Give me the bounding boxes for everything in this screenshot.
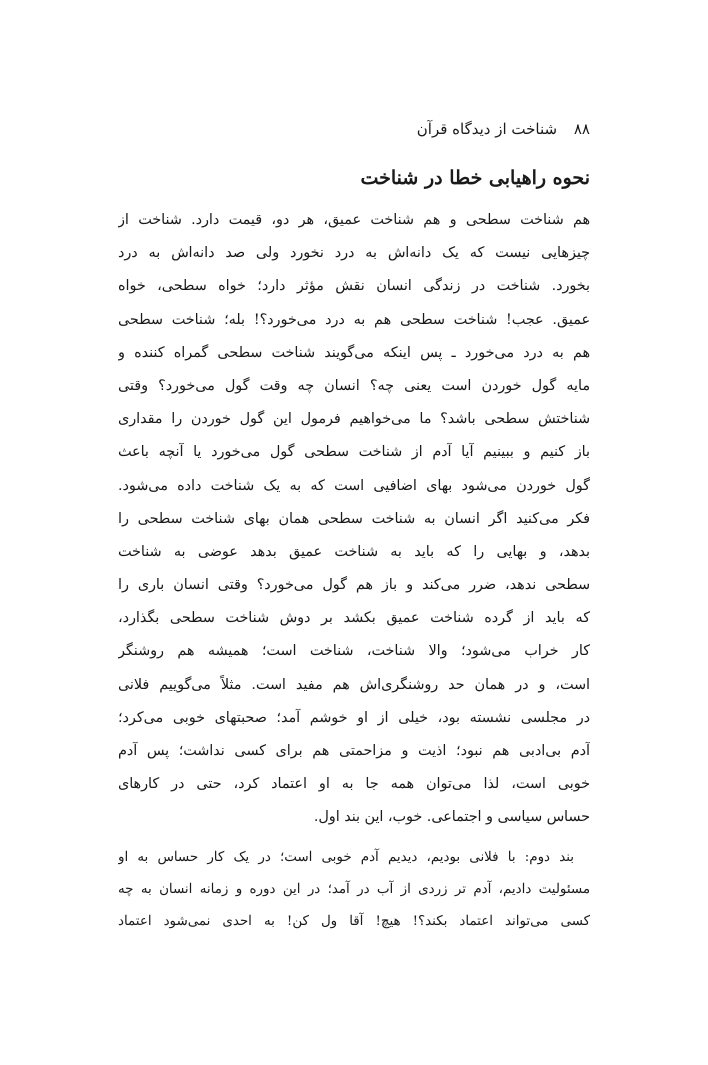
text-line: هم به درد می‌خورد ـ پس اینکه می‌گویند شناخت سطحی گمراه کننده و xyxy=(118,344,590,361)
text-line: شناختش سطحی باشد؟ ما می‌خواهیم فرمول این گول خوردن را مقداری xyxy=(118,411,590,428)
text-line: سطحی ندهد، ضرر می‌کند و باز هم گول می‌خورد؟ وقتی انسان باری را xyxy=(118,577,590,594)
paragraph-2 xyxy=(118,842,590,938)
text-line: آدم بی‌ادبی هم نبود؛ اذیت و مزاحمتی هم برای کسی نداشت؛ پس آدم xyxy=(118,743,590,759)
text-line: کسی می‌تواند اعتماد بکند؟! هیچ! آقا ول کن! به احدی نمی‌شود اعتماد xyxy=(118,914,590,929)
text-line: مسئولیت دادیم، آدم تر زردی از آب در آمد؛ در این دوره و زمانه انسان به چه xyxy=(118,882,590,897)
text-line: است، و در همان حد روشنگری‌اش هم مفید است. مثلاً می‌گوییم فلانی xyxy=(118,676,590,693)
page-number: ۸۸ xyxy=(573,120,590,138)
text-line: فکر می‌کنید اگر انسان به شناخت سطحی همان بهای شناخت سطحی را xyxy=(118,510,590,527)
text-line: در مجلسی نشسته بود، خیلی از او خوشم آمد؛ صحبتهای خوبی می‌کرد؛ xyxy=(118,709,590,726)
text-line: بند دوم: با فلانی بودیم، دیدیم آدم خوبی است؛ در یک کار حساس به او xyxy=(118,850,574,865)
text-line: خوبی است، لذا می‌توان همه جا به او اعتماد کرد، حتی در کارهای xyxy=(118,776,590,793)
text-line: باز کنیم و ببینیم آیا آدم از شناخت سطحی گول می‌خورد یا آنچه باعث xyxy=(118,444,590,461)
text-line: بخورد. شناخت در زندگی انسان نقش مؤثر دارد؛ خواه سطحی، خواه xyxy=(118,278,590,295)
book-title: شناخت از دیدگاه قرآن xyxy=(416,120,558,138)
text-line-last: حساس سیاسی و اجتماعی. خوب، این بند اول. xyxy=(313,809,590,826)
text-line: کار خراب می‌شود؛ والا شناخت، شناخت است؛ همیشه هم روشنگر xyxy=(118,643,590,660)
paragraph-1 xyxy=(118,204,590,835)
text-line: عمیق. عجب! شناخت سطحی هم به درد می‌خورد؟! بله؛ شناخت سطحی xyxy=(118,311,590,328)
section-title: نحوه راهیابی خطا در شناخت xyxy=(360,167,590,189)
text-line: هم شناخت سطحی و هم شناخت عمیق، هر دو، قیمت دارد. شناخت از xyxy=(118,212,590,228)
text-line: گول خوردن می‌شود بهای اضافیی است که به یک شناخت داده می‌شود. xyxy=(118,477,590,494)
running-header xyxy=(118,118,590,140)
text-line: که باید از گرده شناخت عمیق بکشد بر دوش شناخت سطحی بگذارد، xyxy=(118,610,590,627)
text-line: بدهد، و بهایی را که باید به شناخت عمیق بدهد عوضی به شناخت xyxy=(118,543,590,560)
text-line: چیزهایی نیست که یک دانه‌اش به درد نخورد ولی صد دانه‌اش به درد xyxy=(118,245,590,262)
text-line: مایه گول خوردن است یعنی چه؟ انسان چه وقت گول می‌خورد؟ وقتی xyxy=(118,377,590,394)
